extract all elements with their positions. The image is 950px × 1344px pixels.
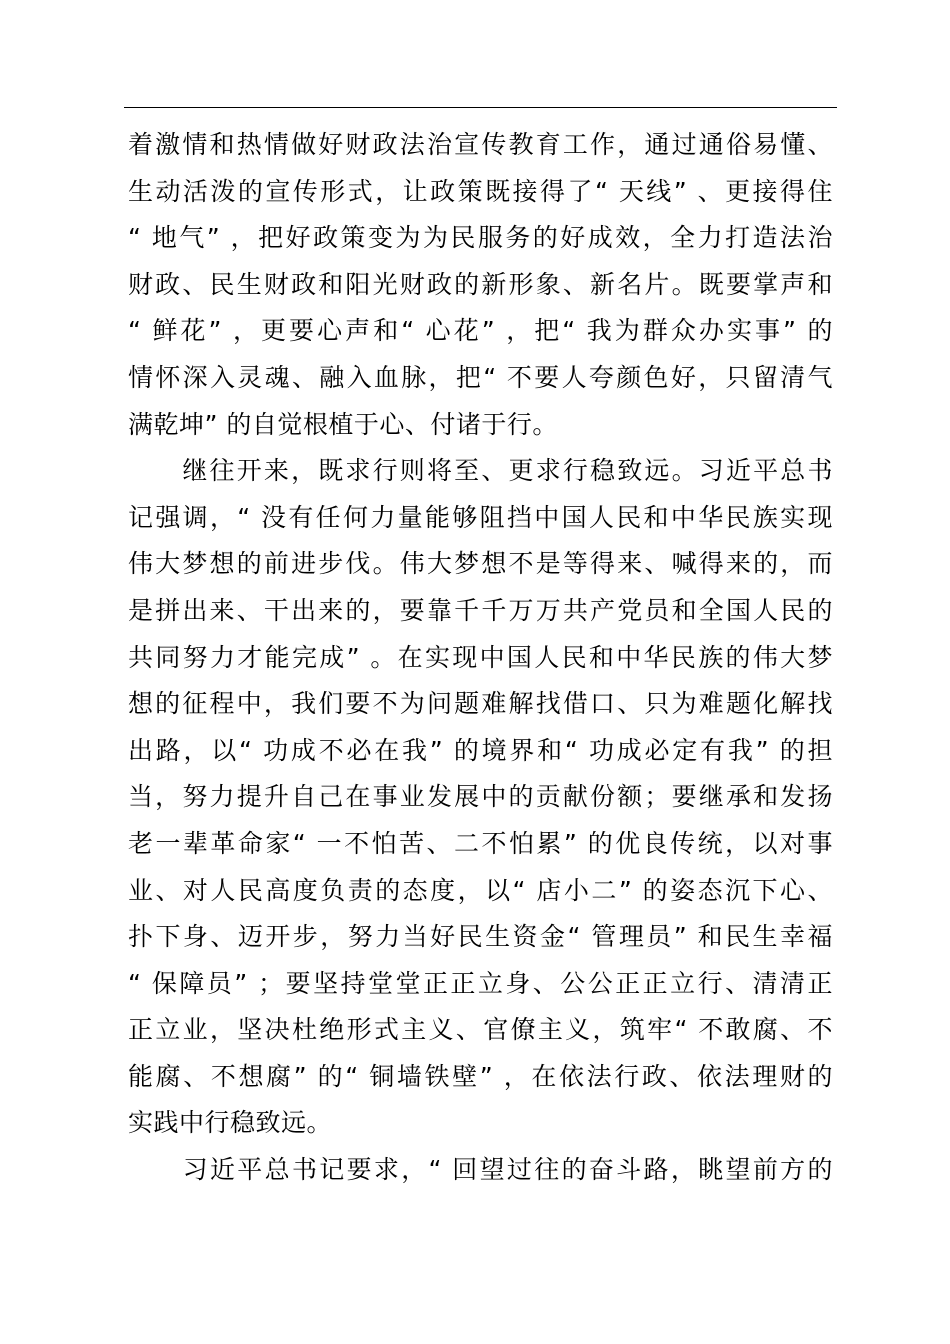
text-line: 扑下身、迈开步，努力当好民生资金“ 管理员” 和民生幸福 <box>128 922 833 952</box>
text-line: “ 鲜花” ，更要心声和“ 心花” ，把“ 我为群众办实事” 的 <box>128 316 833 346</box>
text-line: 想的征程中，我们要不为问题难解找借口、只为难题化解找 <box>128 689 833 719</box>
text-line: 正立业，坚决杜绝形式主义、官僚主义，筑牢“ 不敢腐、不 <box>128 1015 833 1045</box>
text-line: 能腐、不想腐” 的“ 铜墙铁壁” ，在依法行政、依法理财的 <box>128 1061 833 1091</box>
text-line: 习近平总书记要求，“ 回望过往的奋斗路，眺望前方的 <box>128 1155 833 1185</box>
text-line: 着激情和热情做好财政法治宣传教育工作，通过通俗易懂、 <box>128 130 833 159</box>
text-line: 继往开来，既求行则将至、更求行稳致远。习近平总书 <box>128 456 833 486</box>
text-line: 生动活泼的宣传形式，让政策既接得了“ 天线” 、更接得住 <box>128 176 833 206</box>
header-rule <box>124 107 837 108</box>
text-line: “ 地气” ，把好政策变为为民服务的好成效，全力打造法治 <box>128 223 833 253</box>
text-line: 老一辈革命家“ 一不怕苦、二不怕累” 的优良传统，以对事 <box>128 828 833 858</box>
text-line: 实践中行稳致远。 <box>128 1108 333 1138</box>
text-line: 满乾坤” 的自觉根植于心、付诸于行。 <box>128 409 558 439</box>
text-line: 是拼出来、干出来的，要靠千千万万共产党员和全国人民的 <box>128 595 833 625</box>
text-line: 业、对人民高度负责的态度，以“ 店小二” 的姿态沉下心、 <box>128 875 833 905</box>
text-line: 出路，以“ 功成不必在我” 的境界和“ 功成必定有我” 的担 <box>128 735 833 765</box>
paragraph-1 <box>128 122 833 448</box>
paragraph-2 <box>128 448 833 1147</box>
text-line: 伟大梦想的前进步伐。伟大梦想不是等得来、喊得来的，而 <box>128 549 833 579</box>
text-line: 当，努力提升自己在事业发展中的贡献份额；要继承和发扬 <box>128 782 833 812</box>
text-line: 情怀深入灵魂、融入血脉，把“ 不要人夸颜色好，只留清气 <box>128 362 833 392</box>
text-line: 共同努力才能完成” 。在实现中国人民和中华民族的伟大梦 <box>128 642 833 672</box>
text-line: 财政、民生财政和阳光财政的新形象、新名片。既要掌声和 <box>128 269 833 299</box>
text-line: 记强调，“ 没有任何力量能够阻挡中国人民和中华民族实现 <box>128 502 833 532</box>
page-body <box>128 122 833 1194</box>
text-line: “ 保障员” ；要坚持堂堂正正立身、公公正正立行、清清正 <box>128 968 833 998</box>
paragraph-3 <box>128 1147 833 1194</box>
